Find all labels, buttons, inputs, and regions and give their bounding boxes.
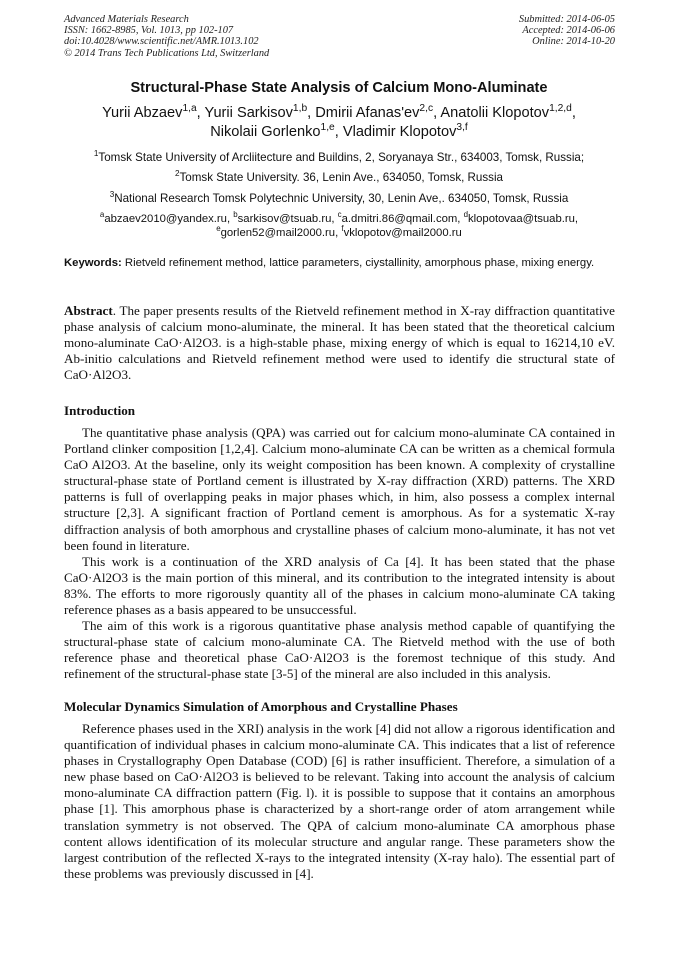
author: Vladimir Klopotov$^{3,f}$	[342, 122, 468, 140]
email-list: $^a$abzaev2010@yandex.ru, $^b$sarkisov@tsuab.ru, $^c$a.dmitri.86@qmail.com, $^d$klopotovaa@tsuab.ru, $^e$gorlen52@mail2000.ru, $^f$vklopotov@mail2000.ru	[99, 210, 579, 239]
keywords-block	[64, 257, 616, 270]
abstract-label: Abstract	[64, 303, 113, 318]
journal-info	[64, 14, 269, 59]
journal-name: Advanced Materials Research	[64, 14, 189, 25]
dates-info	[519, 14, 615, 48]
online-date: Online: 2014-10-20	[532, 36, 615, 48]
issn-line: ISSN: 1662-8985, Vol. 1013, pp 102-107	[64, 25, 234, 37]
author: Anatolii Klopotov$^{1,2,d}$,	[440, 103, 576, 121]
email[interactable]: $^f$vklopotov@mail2000.ru	[341, 224, 462, 239]
section-heading-introduction: Introduction	[64, 403, 136, 418]
author: Nikolaii Gorlenko$^{1,e}$,	[210, 122, 343, 140]
accepted-date: Accepted: 2014-06-06	[522, 25, 615, 37]
abstract	[64, 303, 615, 383]
affiliation: $^3$National Research Tomsk Polytechnic University, 30, Lenin Ave,. 634050, Tomsk, Russia	[109, 190, 569, 205]
paragraph: Reference phases used in the XRI) analysis in the work [4] did not allow a rigorous identification and quantification of individual phases in calcium mono-aluminate CA. This indicates that a list of reference phases in Crystallography Open Database (COD) [6] is rather insufficient. Therefore, a simulation of a new phase based on CaO·Al2O3 is believed to be relevant. Taking into account the analysis of calcium mono-aluminate CA diffraction pattern (Fig. l). it is possible to suppose that it contains an amorphous phase [1]. This amorphous phase is characterized by a short-range order of atom arrangement while translation symmetry is not observed. The QPA of calcium mono-aluminate CA amorphous phase content allows identification of its molecular structure and angular range. These parameters show the largest contribution of the reflected X-rays to the integrated intensity (X-ray halo). The essential part of these problems was previously discussed in [4].	[64, 721, 615, 881]
author: Yurii Sarkisov$^{1,b}$,	[204, 103, 316, 121]
md-section-body	[64, 721, 615, 882]
paper-title: Structural-Phase State Analysis of Calcium Mono-Aluminate	[130, 80, 548, 96]
section-heading-md: Molecular Dynamics Simulation of Amorphous and Crystalline Phases	[64, 699, 458, 714]
paragraph: The quantitative phase analysis (QPA) was carried out for calcium mono-aluminate CA contained in Portland clinker composition [1,2,4]. Calcium mono-aluminate CA can be written as a chemical formula CaO Al2O3. At the baseline, only its weight composition has been known. A complexity of crystalline structural-phase state of Portland cement is illustrated by X-ray diffraction (XRD) patterns. The XRD patterns is full of overlapping peaks in major phases which, in him, also possess a complex internal structure [2,3]. A significant fraction of Portland cement is amorphous. As for a systematic X-ray diffraction analysis of both amorphous and crystalline phases of calcium mono-aluminate, it has not vet been found in literature.	[64, 425, 615, 553]
email[interactable]: $^c$a.dmitri.86@qmail.com	[337, 210, 458, 225]
keywords-label: Keywords:	[64, 257, 122, 269]
submitted-date: Submitted: 2014-06-05	[518, 14, 615, 25]
abstract-text: . The paper presents results of the Rietveld refinement method in X-ray diffraction quantitative phase analysis of calcium mono-aluminate, the mineral. It has been stated that the theoretical calcium mono-aluminate CaO·Al2O3. is a high-stable phase, mixing energy of which is equal to 16214,10 eV. Ab-initio calculations and Rietveld refinement method were used to identify die structural state of CaO·Al2O3.	[64, 303, 615, 383]
paragraph: This work is a continuation of the XRD analysis of Ca [4]. It has been stated that the phase CaO·Al2O3 is the main portion of this mineral, and its contribution to the integrated intensity is about 83%. The efforts to more rigorously quantity all of the phases in calcium mono-aluminate CA taking reference phases as a basis appeared to be unsuccessful.	[64, 553, 615, 618]
author: Dmirii Afanas'ev$^{2,c}$,	[315, 103, 441, 121]
copyright-line: © 2014 Trans Tech Publications Ltd, Switzerland	[64, 47, 270, 59]
email[interactable]: $^d$klopotovaa@tsuab.ru,	[463, 210, 579, 225]
paragraph: The aim of this work is a rigorous quantitative phase analysis method capable of quantifying the structural-phase state of calcium mono-aluminate CA. The Rietveld method with the use of both reference phase and theoretical phase CaO·Al2O3 is the foremost technique of this study. And refinement of the structural-phase state [3-5] of the mineral are also included in this analysis.	[64, 618, 615, 682]
email[interactable]: $^e$gorlen52@mail2000.ru	[216, 224, 336, 239]
email[interactable]: $^b$sarkisov@tsuab.ru	[233, 210, 332, 225]
author-list	[40, 104, 638, 142]
affiliation: $^1$Tomsk State University of Arcliitecture and Buildins, 2, Soryanaya Str., 634003, Tomsk, Russia;	[93, 149, 585, 164]
affiliation: $^2$Tomsk State University. 36, Lenin Ave., 634050, Tomsk, Russia	[174, 169, 503, 184]
email[interactable]: $^a$abzaev2010@yandex.ru	[99, 210, 227, 225]
author: Yurii Abzaev$^{1,a}$,	[102, 103, 205, 121]
introduction-body	[64, 425, 615, 683]
keywords-text: Rietveld refinement method, lattice parameters, ciystallinity, amorphous phase, mixing energy.	[121, 257, 595, 269]
doi-line: doi:10.4028/www.scientific.net/AMR.1013.102	[64, 36, 259, 48]
